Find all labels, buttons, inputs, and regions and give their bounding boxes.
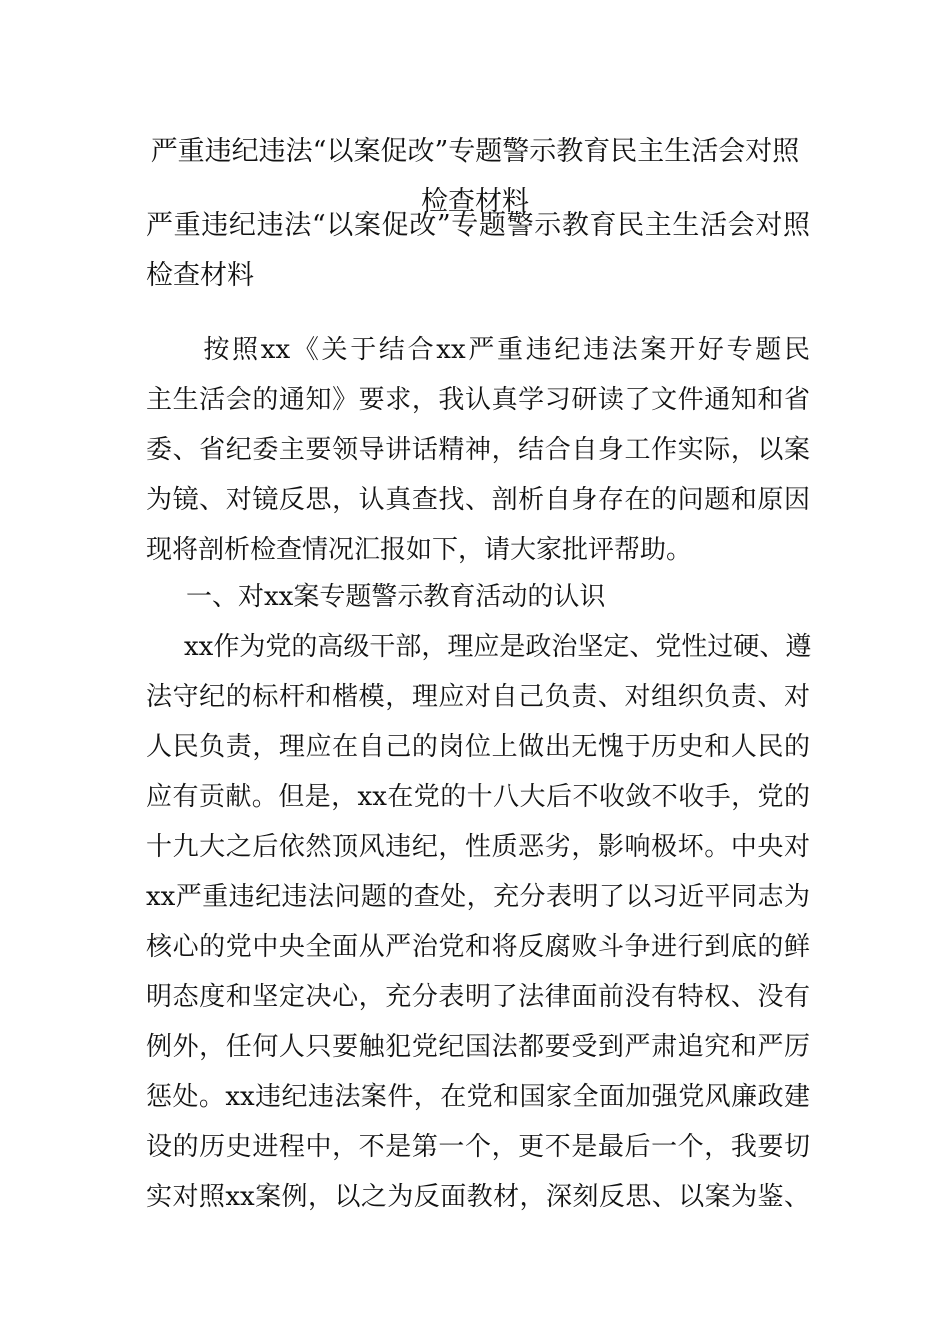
- intro-line: 为镜、对镜反思，认真查找、剖析自身存在的问题和原因: [146, 485, 810, 515]
- body-line: 人民负责，理应在自己的岗位上做出无愧于历史和人民的: [146, 732, 810, 762]
- title-line-2: 检查材料: [421, 186, 529, 217]
- body-line: 明态度和坚定决心，充分表明了法律面前没有特权、没有: [146, 982, 810, 1012]
- section-heading: 一、对xx案专题警示教育活动的认识: [186, 582, 606, 612]
- body-line: 核心的党中央全面从严治党和将反腐败斗争进行到底的鲜: [146, 932, 810, 962]
- body-line: 例外，任何人只要触犯党纪国法都要受到严肃追究和严厉: [146, 1032, 810, 1062]
- intro-paragraph: [146, 325, 810, 575]
- body-line: xx作为党的高级干部，理应是政治坚定、党性过硬、遵: [184, 632, 812, 662]
- body-line: 实对照xx案例，以之为反面教材，深刻反思、以案为鉴、: [146, 1182, 810, 1212]
- title-repeat-line-1: 严重违纪违法“以案促改”专题警示教育民主生活会对照: [146, 210, 810, 241]
- body-line: 法守纪的标杆和楷模，理应对自己负责、对组织负责、对: [146, 682, 810, 712]
- document-title-repeat: [146, 201, 810, 301]
- body-line: 惩处。xx违纪违法案件，在党和国家全面加强党风廉政建: [146, 1082, 810, 1112]
- body-line: 设的历史进程中，不是第一个，更不是最后一个，我要切: [146, 1132, 810, 1162]
- intro-line: 按照xx《关于结合xx严重违纪违法案开好专题民: [146, 335, 810, 365]
- body-line: 应有贡献。但是，xx在党的十八大后不收敛不收手，党的: [146, 782, 810, 812]
- intro-line: 现将剖析检查情况汇报如下，请大家批评帮助。: [146, 535, 693, 565]
- body-paragraph: [146, 622, 810, 1222]
- intro-line: 主生活会的通知》要求，我认真学习研读了文件通知和省: [146, 385, 810, 415]
- title-line-1: 严重违纪违法“以案促改”专题警示教育民主生活会对照: [150, 136, 800, 167]
- title-repeat-line-2: 检查材料: [146, 260, 254, 291]
- intro-line: 委、省纪委主要领导讲话精神，结合自身工作实际，以案: [146, 435, 810, 465]
- body-line: xx严重违纪违法问题的查处，充分表明了以习近平同志为: [146, 882, 810, 912]
- body-line: 十九大之后依然顶风违纪，性质恶劣，影响极坏。中央对: [146, 832, 810, 862]
